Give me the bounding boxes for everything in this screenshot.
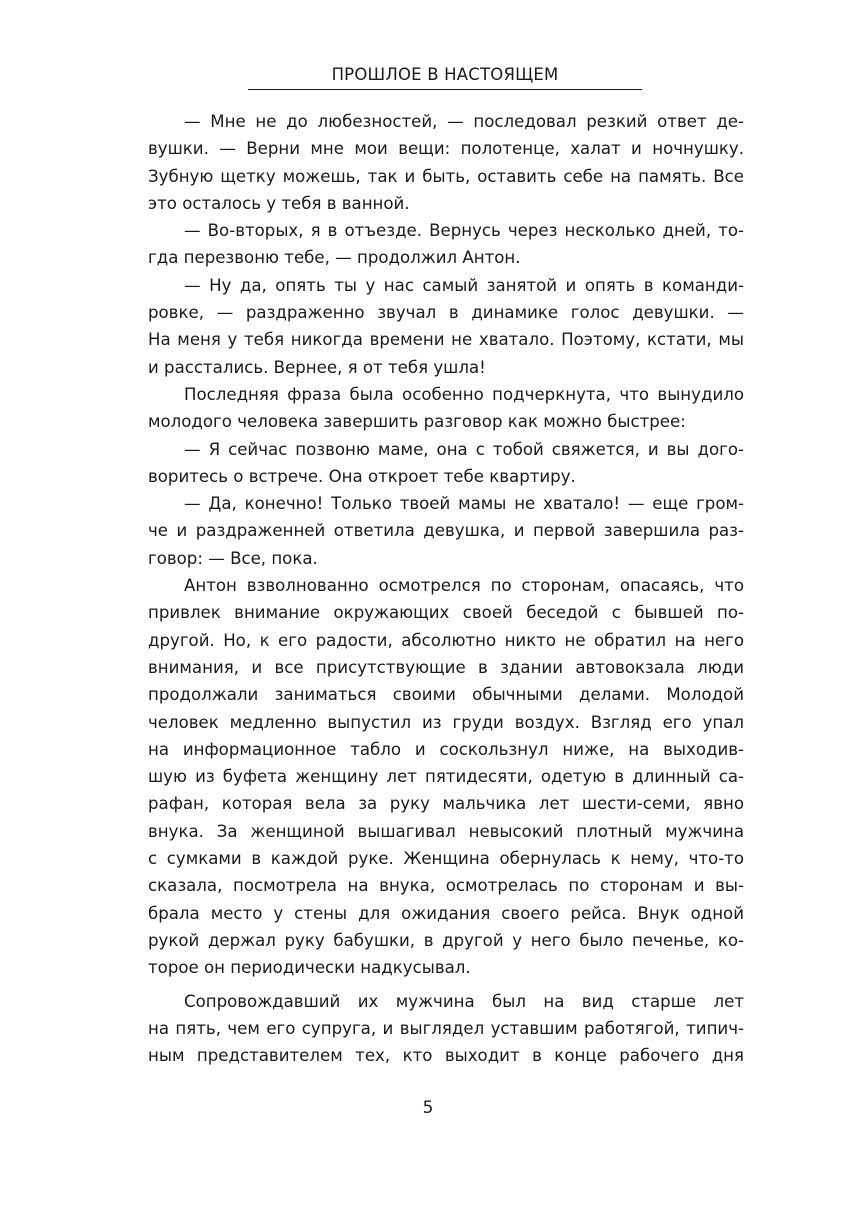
paragraph-3 (148, 272, 744, 381)
text-line: говор: — Все, пока. (148, 548, 318, 568)
text-line: продолжали заниматься своими обычными делами. Молодой (148, 685, 744, 705)
paragraph-1 (148, 108, 744, 217)
text-line: с сумками в каждой руке. Женщина обернулась к нему, что-то (148, 849, 744, 869)
paragraph-8 (148, 988, 744, 1070)
text-line: На меня у тебя никогда времени не хватало. Поэтому, кстати, мы (148, 330, 744, 350)
text-line: это осталось у тебя в ванной. (148, 193, 410, 213)
text-line: Последняя фраза была особенно подчеркнута, что вынудило (184, 384, 744, 404)
text-line: Антон взволнованно осмотрелся по сторонам, опасаясь, что (184, 576, 744, 596)
text-line: внука. За женщиной вышагивал невысокий плотный мужчина (148, 821, 744, 841)
text-line: шую из буфета женщину лет пятидесяти, одетую в длинный са- (148, 767, 744, 787)
text-line: — Я сейчас позвоню маме, она с тобой свяжется, и вы дого- (184, 439, 744, 459)
text-line: рафан, которая вела за руку мальчика лет шести-семи, явно (148, 794, 744, 814)
paragraph-7 (148, 572, 744, 981)
page-number: 5 (422, 1098, 434, 1118)
paragraph-5 (148, 436, 744, 491)
text-line: и расстались. Вернее, я от тебя ушла! (148, 357, 486, 377)
text-line: привлек внимание окружающих своей беседой с бывшей по- (148, 603, 744, 623)
text-line: человек медленно выпустил из груди воздух. Взгляд его упал (148, 712, 744, 732)
text-line: торое он периодически надкусывал. (148, 958, 471, 978)
paragraph-6 (148, 490, 744, 572)
text-line: — Да, конечно! Только твоей мамы не хватало! — еще гром- (184, 494, 744, 514)
body-text (148, 108, 744, 1069)
text-line: — Ну да, опять ты у нас самый занятой и опять в команди- (184, 275, 744, 295)
text-line: молодого человека завершить разговор как можно быстрее: (148, 412, 686, 432)
text-line: ным представителем тех, кто выходит в конце рабочего дня (148, 1046, 744, 1066)
paragraph-2 (148, 217, 744, 272)
text-line: — Мне не до любезностей, — последовал резкий ответ де- (184, 112, 744, 131)
paragraph-4 (148, 381, 744, 436)
text-line: Зубную щетку можешь, так и быть, оставить себе на память. Все (148, 166, 744, 186)
text-line: на информационное табло и соскользнул ниже, на выходив- (148, 739, 744, 759)
text-line: другой. Но, к его радости, абсолютно никто не обратил на него (148, 630, 744, 650)
text-line: — Во-вторых, я в отъезде. Вернусь через несколько дней, то- (184, 221, 744, 241)
text-line: внимания, и все присутствующие в здании автовокзала люди (148, 657, 744, 677)
text-line: брала место у стены для ожидания своего рейса. Внук одной (148, 903, 744, 923)
text-line: сказала, посмотрела на внука, осмотрелась по сторонам и вы- (148, 876, 744, 896)
text-line: на пять, чем его супруга, и выглядел уставшим работягой, типич- (148, 1018, 744, 1038)
text-line: ровке, — раздраженно звучал в динамике голос девушки. — (148, 303, 744, 323)
running-header: ПРОШЛОЕ В НАСТОЯЩЕМ (331, 65, 559, 84)
text-line: че и раздраженней ответила девушка, и первой завершила раз- (148, 521, 744, 541)
text-line: Сопровождавший их мужчина был на вид старше лет (184, 991, 744, 1011)
text-line: вушки. — Верни мне мои вещи: полотенце, халат и ночнушку. (148, 139, 744, 159)
header-rule (248, 89, 642, 90)
text-line: воритесь о встрече. Она откроет тебе квартиру. (148, 466, 576, 486)
text-line: рукой держал руку бабушки, в другой у него было печенье, ко- (148, 930, 744, 950)
text-line: гда перезвоню тебе, — продолжил Антон. (148, 248, 521, 268)
